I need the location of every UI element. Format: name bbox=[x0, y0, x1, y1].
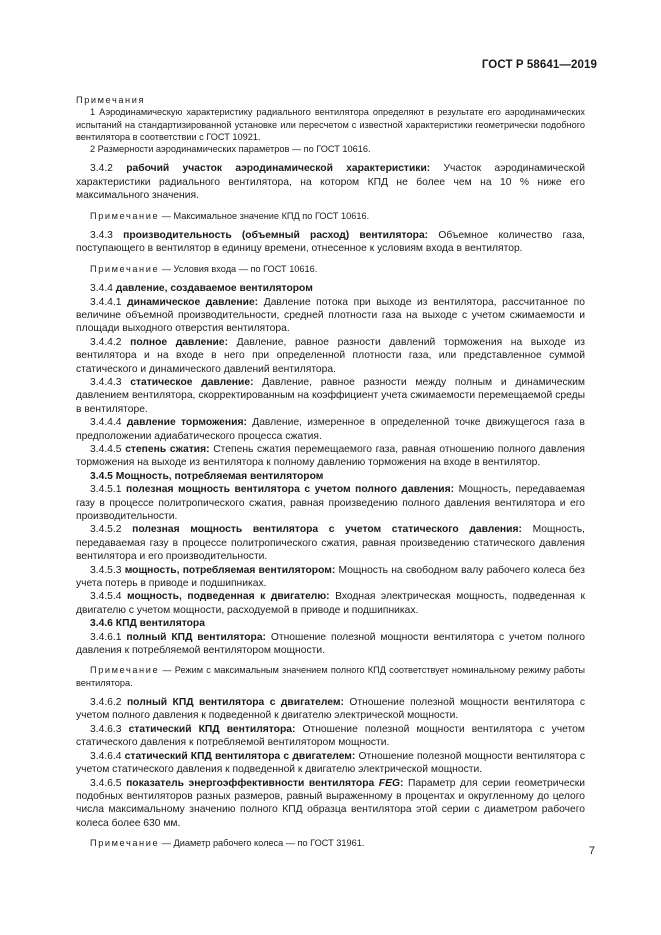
page-number: 7 bbox=[588, 845, 595, 857]
term: статический КПД вентилятора с двигателем: bbox=[124, 750, 356, 762]
clause-number: 3.4.4.4 bbox=[90, 417, 122, 429]
term: производительность (объемный расход) вентилятора: bbox=[123, 230, 429, 241]
note bbox=[76, 106, 585, 143]
term-paragraph bbox=[76, 376, 585, 416]
note-text: — Режим с максимальным значением полного КПД соответствует номинальному режиму работы вентилятора. bbox=[76, 665, 585, 688]
term: статическое давление: bbox=[130, 376, 254, 388]
term: давление торможения: bbox=[126, 417, 247, 429]
term: рабочий участок аэродинамической характеристики: bbox=[126, 163, 431, 175]
clause-number: 3.4.4 bbox=[90, 283, 113, 295]
spacer bbox=[76, 657, 585, 664]
term: полезная мощность вентилятора с учетом статического давления: bbox=[132, 524, 522, 536]
note-text: — Диаметр рабочего колеса — по ГОСТ 31961. bbox=[161, 838, 365, 849]
term-paragraph bbox=[76, 443, 585, 470]
term-paragraph bbox=[76, 483, 585, 523]
spacer bbox=[76, 275, 585, 282]
term-paragraph bbox=[76, 590, 585, 617]
term-paragraph bbox=[76, 750, 585, 777]
clause-number: 3.4.5.4 bbox=[90, 591, 122, 603]
clause-number: 3.4.6.2 bbox=[90, 697, 122, 709]
clause-number: 3.4.6 bbox=[90, 618, 113, 630]
spacer bbox=[76, 689, 585, 696]
term-abbreviation: FEG bbox=[378, 777, 400, 789]
note-text: — Условия входа — по ГОСТ 10616. bbox=[161, 263, 318, 274]
term-paragraph bbox=[76, 564, 585, 591]
term: Мощность, потребляемая вентилятором bbox=[115, 470, 324, 482]
term-paragraph bbox=[76, 777, 585, 831]
note-heading: Примечания bbox=[76, 95, 146, 105]
term: полезная мощность вентилятора с учетом полного давления: bbox=[126, 484, 455, 496]
clause-number: 3.4.5.1 bbox=[90, 484, 122, 496]
term: статический КПД вентилятора: bbox=[128, 723, 296, 735]
spacer bbox=[76, 830, 585, 837]
clause-number: 3.4.6.4 bbox=[90, 750, 122, 762]
note-heading: Примечание bbox=[90, 838, 160, 849]
term-paragraph bbox=[76, 296, 585, 336]
term-paragraph bbox=[76, 416, 585, 443]
note-text: 2 Размерности аэродинамических параметров — по ГОСТ 10616. bbox=[90, 144, 371, 155]
definition-text: Отношение полезной мощности вентилятора с учетом полного давления к подведенной к двигателю электрической мощности. bbox=[76, 697, 585, 722]
term-end: : bbox=[399, 777, 404, 789]
term-paragraph bbox=[76, 229, 585, 256]
note bbox=[76, 664, 585, 689]
term-paragraph bbox=[76, 162, 585, 202]
term-paragraph bbox=[76, 723, 585, 750]
note-text: — Максимальное значение КПД по ГОСТ 10616. bbox=[161, 210, 370, 221]
term: КПД вентилятора bbox=[115, 618, 205, 630]
note-heading: Примечание bbox=[90, 210, 160, 221]
definition-text: Мощность на свободном валу рабочего колеса без учета потерь в приводе и подшипниках. bbox=[76, 564, 585, 590]
definition-text: Участок аэродинамической характеристики радиального вентилятора, на котором КПД не более чем на 10 % ниже его максимального значения. bbox=[76, 163, 585, 202]
clause-number: 3.4.5.2 bbox=[90, 524, 122, 536]
note-heading: Примечание bbox=[90, 263, 160, 274]
term-paragraph bbox=[76, 282, 585, 295]
clause-number: 3.4.4.5 bbox=[90, 443, 122, 455]
definition-text: Отношение полезной мощности вентилятора с учетом статического давления к потребляемой вентилятором мощности. bbox=[76, 723, 585, 749]
note bbox=[76, 143, 585, 155]
clause-number: 3.4.3 bbox=[90, 230, 113, 241]
clause-number: 3.4.4.2 bbox=[90, 336, 122, 348]
term: давление, создаваемое вентилятором bbox=[115, 283, 313, 295]
note bbox=[76, 94, 585, 106]
clause-number: 3.4.4.3 bbox=[90, 376, 122, 388]
definition-text: Мощность, передаваемая газу в процессе политропического сжатия, равная произведению полного давления вентилятора и его производительности. bbox=[76, 484, 585, 523]
definition-text: Объемное количество газа, поступающего в вентилятор в единицу времени, отнесенное к условиям входа в вентилятор. bbox=[76, 230, 585, 255]
definition-text: Давление потока при выходе из вентилятора, рассчитанное по величине объемной производительности, средней плотности газа на выходе с учетом сжимаемости и площади выходного отверстия вентилятора. bbox=[76, 296, 585, 335]
definition-text: Давление, измеренное в определенной точке движущегося газа в предположении адиабатического процесса сжатия. bbox=[76, 417, 585, 442]
document-header: ГОСТ Р 58641—2019 bbox=[481, 59, 597, 71]
term: мощность, потребляемая вентилятором: bbox=[124, 564, 336, 576]
definition-text: Параметр для серии геометрически подобных вентиляторов разных размеров, равный выраженному в процентах и округленному до целого числа максимальному значению полного КПД образца вентилятора этой серии с диаметром рабочего колеса более 630 мм. bbox=[76, 777, 586, 829]
definition-text: Отношение полезной мощности вентилятора с учетом статического давления к подведенной к двигателю электрической мощности. bbox=[76, 750, 585, 776]
clause-number: 3.4.2 bbox=[90, 163, 113, 175]
term: динамическое давление: bbox=[127, 296, 259, 308]
term-paragraph bbox=[76, 470, 585, 483]
term-paragraph bbox=[76, 617, 585, 630]
note-text: 1 Аэродинамическую характеристику радиального вентилятора определяют в результате его аэродинамических испытаний на стандартизированной установке или пересчетом с известной характеристики геометрически подобного вентилятора в соответствии с ГОСТ 10921. bbox=[76, 107, 585, 142]
spacer bbox=[76, 256, 585, 263]
note-heading: Примечание bbox=[90, 665, 160, 676]
clause-number: 3.4.5.3 bbox=[90, 564, 122, 576]
term: полный КПД вентилятора с двигателем: bbox=[126, 697, 344, 709]
term: полный КПД вентилятора: bbox=[126, 631, 266, 643]
clause-number: 3.4.6.5 bbox=[90, 777, 122, 789]
term-paragraph bbox=[76, 523, 585, 563]
note bbox=[76, 210, 585, 222]
term: степень сжатия: bbox=[125, 443, 210, 455]
definition-text: Входная электрическая мощность, подведенная к двигателю с учетом мощности, расходуемой в приводе и подшипниках. bbox=[76, 591, 585, 616]
definition-text: Степень сжатия перемещаемого газа, равная отношению полного давления торможения на выходе из вентилятора к полному давлению торможения на входе в вентилятор. bbox=[76, 443, 585, 469]
document-body bbox=[76, 94, 585, 849]
spacer bbox=[76, 203, 585, 210]
spacer bbox=[76, 155, 585, 162]
clause-number: 3.4.4.1 bbox=[90, 296, 122, 308]
term-paragraph bbox=[76, 336, 585, 376]
term-paragraph bbox=[76, 696, 585, 723]
clause-number: 3.4.5 bbox=[90, 470, 113, 482]
definition-text: Давление, равное разности давлений торможения на выходе из вентилятора и на входе в него при определенной плотности газа, или представленное суммой статического и динамического давлений вентилятора. bbox=[76, 336, 585, 375]
term: мощность, подведенная к двигателю: bbox=[127, 591, 330, 603]
definition-text: Мощность, передаваемая газу в процессе политропического сжатия, равная произведению статического давления вентилятора и его производительности. bbox=[76, 524, 585, 563]
definition-text: Давление, равное разности между полным и динамическим давлением вентилятора, скорректированным на коэффициент учета сжимаемости перемещаемой среды в вентиляторе. bbox=[76, 376, 585, 415]
term: показатель энергоэффективности вентилятора bbox=[126, 777, 375, 789]
clause-number: 3.4.6.3 bbox=[90, 723, 122, 735]
note bbox=[76, 837, 585, 849]
term-paragraph bbox=[76, 631, 585, 658]
definition-text: Отношение полезной мощности вентилятора с учетом полного давления к потребляемой вентилятором мощности. bbox=[76, 631, 585, 657]
spacer bbox=[76, 222, 585, 229]
clause-number: 3.4.6.1 bbox=[90, 631, 122, 643]
term: полное давление: bbox=[130, 336, 229, 348]
note bbox=[76, 263, 585, 275]
